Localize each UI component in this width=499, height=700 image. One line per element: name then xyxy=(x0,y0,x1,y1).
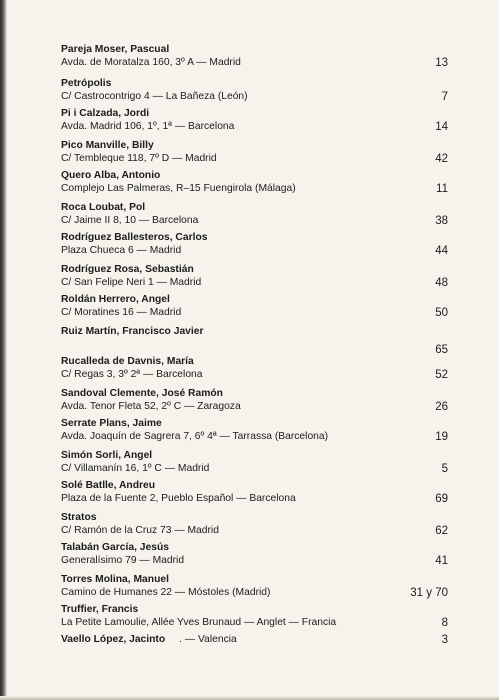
index-entry xyxy=(61,604,451,629)
entry-page-number: 7 xyxy=(441,90,448,103)
entry-name: Sandoval Clemente, José Ramón xyxy=(61,388,223,399)
entry-name: Torres Molina, Manuel xyxy=(61,574,169,585)
entry-name: Talabán García, Jesús xyxy=(61,542,169,553)
entry-name: Truffier, Francis xyxy=(61,604,139,615)
entry-page-number: 3 xyxy=(441,634,448,646)
entry-name: Solé Batlle, Andreu xyxy=(61,480,156,491)
entry-name: Stratos xyxy=(61,512,97,523)
index-entry xyxy=(61,356,451,381)
entry-page-number: 50 xyxy=(435,306,448,319)
entry-page-number: 42 xyxy=(435,152,448,165)
entry-address: C/ Regas 3, 3º 2ª — Barcelona xyxy=(61,368,203,380)
index-entry xyxy=(61,512,451,537)
entry-name: Pi i Calzada, Jordi xyxy=(61,108,150,119)
entry-page-number: 13 xyxy=(435,56,448,69)
index-entry xyxy=(61,542,451,567)
entry-address: Plaza de la Fuente 2, Pueblo Español — Barcelona xyxy=(61,492,296,504)
index-entry xyxy=(61,634,451,647)
index-entry xyxy=(61,108,451,133)
entry-page-number: 62 xyxy=(435,524,448,537)
index-entry xyxy=(61,140,451,165)
entry-address: C/ Moratines 16 — Madrid xyxy=(61,306,182,318)
entry-address: Avda. Tenor Fleta 52, 2º C — Zaragoza xyxy=(61,400,241,412)
entry-name: Rodríguez Ballesteros, Carlos xyxy=(61,232,208,243)
index-entry xyxy=(61,202,451,227)
entry-name: Roldán Herrero, Angel xyxy=(61,294,170,305)
entry-page-number: 31 y 70 xyxy=(410,586,448,599)
entry-page-number: 8 xyxy=(441,616,448,629)
entry-page-number: 19 xyxy=(435,430,448,443)
entry-page-number: 38 xyxy=(435,214,448,227)
entry-name: Rucalleda de Davnis, María xyxy=(61,356,194,367)
index-entry xyxy=(61,44,451,69)
entry-page-number: 52 xyxy=(435,368,448,381)
entry-page-number: 5 xyxy=(441,462,448,475)
page-bottom-edge xyxy=(0,696,499,700)
entry-name: Rodríguez Rosa, Sebastián xyxy=(61,264,194,275)
index-entry xyxy=(61,232,451,257)
entry-address: . — Valencia xyxy=(179,634,237,645)
entry-address: C/ Tembleque 118, 7º D — Madrid xyxy=(61,152,217,164)
entry-page-number: 48 xyxy=(435,276,448,289)
entry-page-number: 14 xyxy=(435,120,448,133)
entry-page-number: 69 xyxy=(435,492,448,505)
index-entry xyxy=(61,78,451,103)
index-entry xyxy=(61,326,451,356)
entry-name: Roca Loubat, Pol xyxy=(61,202,146,213)
entry-name: Pareja Moser, Pascual xyxy=(61,44,170,55)
entry-address: C/ San Felipe Neri 1 — Madrid xyxy=(61,276,202,288)
entry-address: Plaza Chueca 6 — Madrid xyxy=(61,244,182,256)
entry-address: C/ Castrocontrigo 4 — La Bañeza (León) xyxy=(61,90,248,102)
entry-address: C/ Ramón de la Cruz 73 — Madrid xyxy=(61,524,219,536)
entry-name: Serrate Plans, Jaime xyxy=(61,418,162,429)
entry-address: C/ Villamanín 16, 1º C — Madrid xyxy=(61,462,210,474)
index-entry xyxy=(61,388,451,413)
entry-name: Simón Sorli, Angel xyxy=(61,450,153,461)
index-entry xyxy=(61,450,451,475)
entry-address: Avda. de Moratalza 160, 3º A — Madrid xyxy=(61,56,241,68)
entry-name: Vaello López, Jacinto xyxy=(61,634,166,645)
entry-page-number: 26 xyxy=(435,400,448,413)
entry-name: Petrópolis xyxy=(61,78,112,89)
index-entry xyxy=(61,480,451,505)
index-entry xyxy=(61,264,451,289)
index-entry xyxy=(61,170,451,195)
index-entry xyxy=(61,294,451,319)
index-entry xyxy=(61,574,451,599)
entry-address: Generalísimo 79 — Madrid xyxy=(61,554,185,566)
entry-name: Ruiz Martín, Francisco Javier xyxy=(61,326,204,337)
entry-address: C/ Jaime II 8, 10 — Barcelona xyxy=(61,214,199,226)
entry-page-number: 11 xyxy=(436,182,448,195)
entry-address: Camino de Humanes 22 — Móstoles (Madrid) xyxy=(61,586,271,598)
entry-address: Avda. Joaquín de Sagrera 7, 6º 4ª — Tarrassa (Barcelona) xyxy=(61,430,329,442)
entry-address: Avda. Madrid 106, 1º, 1ª — Barcelona xyxy=(61,120,235,132)
entry-name: Quero Alba, Antonio xyxy=(61,170,161,181)
entry-page-number: 44 xyxy=(435,244,448,257)
entry-address: La Petite Lamoulie, Allée Yves Brunaud — Anglet — Francia xyxy=(61,616,337,628)
index-entry xyxy=(61,418,451,443)
entry-address: Complejo Las Palmeras, R–15 Fuengirola (Málaga) xyxy=(61,182,296,194)
entry-page-number: 41 xyxy=(435,554,448,567)
page-left-edge xyxy=(0,0,7,700)
entry-page-number: 65 xyxy=(435,343,448,356)
entry-name: Pico Manville, Billy xyxy=(61,140,154,151)
